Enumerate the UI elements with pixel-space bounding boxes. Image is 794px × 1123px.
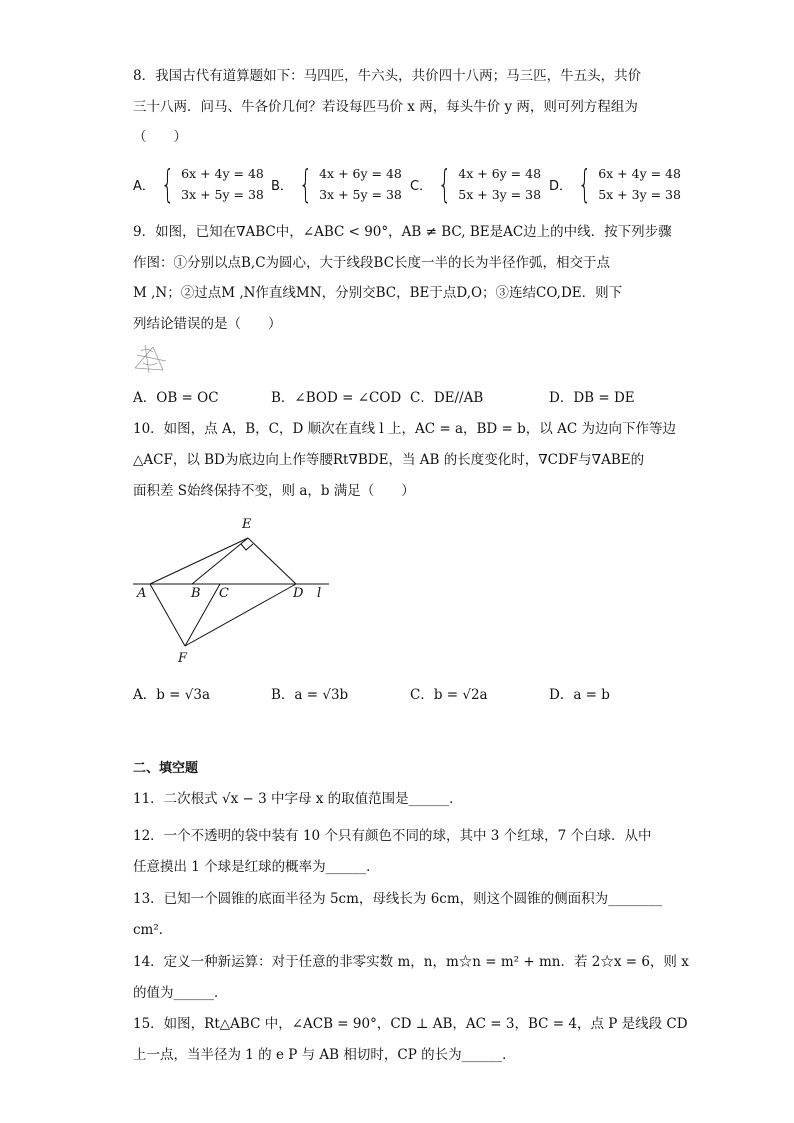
q11-text: 11．二次根式 √x − 3 中字母 x 的取值范围是______．: [133, 791, 463, 807]
q10-line1: 10．如图，点 A，B，C，D 顺次在直线 l 上，AC = a，BD = b，以 AC 为边向下作等边: [133, 421, 676, 437]
brace-icon: {: [160, 162, 175, 206]
q9-option-c: C．DE//AB: [410, 390, 484, 406]
segment-AF: [150, 584, 185, 646]
right-angle-mark: [241, 544, 253, 550]
q10-option-c: C．b = √2a: [410, 687, 488, 703]
label-F: F: [178, 651, 188, 666]
segment-AE: [150, 538, 248, 584]
q8-option-b: [271, 163, 402, 205]
q10-geometry-figure: [125, 512, 340, 667]
q12-line1: 12．一个不透明的袋中装有 10 个只有颜色不同的球，其中 3 个红球，7 个白球．从中: [133, 828, 652, 844]
segment-ED: [248, 538, 296, 584]
label-D: D: [293, 586, 304, 601]
label-E: E: [242, 517, 252, 532]
segment-BE: [192, 538, 248, 584]
q8-option-a-label: A．: [133, 178, 155, 194]
label-C: C: [219, 586, 229, 601]
q8-line1: 8．我国古代有道算题如下：马四匹，牛六头，共价四十八两；马三匹，牛五头，共价: [133, 68, 642, 84]
q14-line2: 的值为______．: [133, 985, 228, 1001]
brace-icon: {: [578, 162, 592, 206]
label-l: l: [317, 586, 322, 601]
brace-icon: {: [438, 162, 452, 206]
q8-line3: （ ）: [133, 129, 187, 145]
q8-option-c-label: C．: [410, 178, 433, 194]
q14-line1: 14．定义一种新运算：对于任意的非零实数 m，n，m☆n = m² + mn．若 2☆x = 6，则 x: [133, 954, 689, 970]
q8-option-d-eq1: 6x + 4y = 48: [598, 166, 681, 181]
q8-option-a-eq1: 6x + 4y = 48: [181, 166, 264, 181]
q9-option-d: D．DB = DE: [549, 390, 635, 406]
q9-option-a: A．OB = OC: [133, 390, 219, 406]
q8-option-b-label: B．: [271, 178, 293, 194]
q8-option-c: [410, 163, 541, 205]
q10-option-d: D．a = b: [549, 687, 610, 703]
q15-line1: 15．如图，Rt△ABC 中，∠ACB = 90°，CD ⊥ AB，AC = 3，BC = 4，点 P 是线段 CD: [133, 1016, 688, 1032]
q12-line2: 任意摸出 1 个球是红球的概率为______．: [133, 859, 380, 875]
section-title: 二、填空题: [133, 761, 199, 776]
q8-option-d-eq2: 5x + 3y = 38: [598, 187, 681, 202]
brace-icon: {: [298, 162, 313, 206]
q8-option-c-eq2: 5x + 3y = 38: [458, 187, 542, 202]
q8-option-d-label: D．: [549, 178, 573, 194]
q8-option-a-eq2: 3x + 5y = 38: [181, 187, 264, 202]
q9-line2: 作图：①分别以点B,C为圆心，大于线段BC长度一半的长为半径作弧，相交于点: [133, 255, 611, 271]
q10-option-a: A．b = √3a: [133, 687, 211, 703]
q9-line3: M ,N；②过点M ,N作直线MN，分别交BC，BE于点D,O；③连结CO,DE．则下: [133, 285, 623, 301]
q9-figure-thumbnail: [133, 343, 169, 375]
q13-line2: cm²．: [133, 922, 173, 938]
q9-line4: 列结论错误的是（ ）: [133, 316, 282, 332]
q8-option-d: [549, 163, 681, 205]
q9-option-b: B．∠BOD = ∠COD: [271, 390, 402, 406]
q8-option-a: [133, 163, 264, 205]
q10-option-b: B．a = √3b: [271, 687, 349, 703]
label-B: B: [191, 586, 201, 601]
q9-line1: 9．如图，已知在∇ABC中，∠ABC < 90°，AB ≠ BC, BE是AC边上的中线．按下列步骤: [133, 224, 672, 240]
q10-line3: 面积差 S始终保持不变，则 a，b 满足（ ）: [133, 483, 415, 499]
q8-option-b-eq1: 4x + 6y = 48: [319, 166, 402, 181]
label-A: A: [137, 586, 147, 601]
q15-line2: 上一点，当半径为 1 的 e P 与 AB 相切时，CP 的长为______．: [133, 1047, 516, 1063]
q10-line2: △ACF，以 BD为底边向上作等腰Rt∇BDE，当 AB 的长度变化时，∇CDF与∇ABE的: [133, 452, 645, 468]
q8-line2: 三十八两．问马、牛各价几何？若设每匹马价 x 两，每头牛价 y 两，则可列方程组为: [133, 99, 638, 115]
q8-option-c-eq1: 4x + 6y = 48: [458, 166, 542, 181]
q8-option-b-eq2: 3x + 5y = 38: [319, 187, 402, 202]
q13-line1: 13．已知一个圆锥的底面半径为 5cm，母线长为 6cm，则这个圆锥的侧面积为________: [133, 891, 663, 907]
segment-FD: [185, 584, 296, 646]
